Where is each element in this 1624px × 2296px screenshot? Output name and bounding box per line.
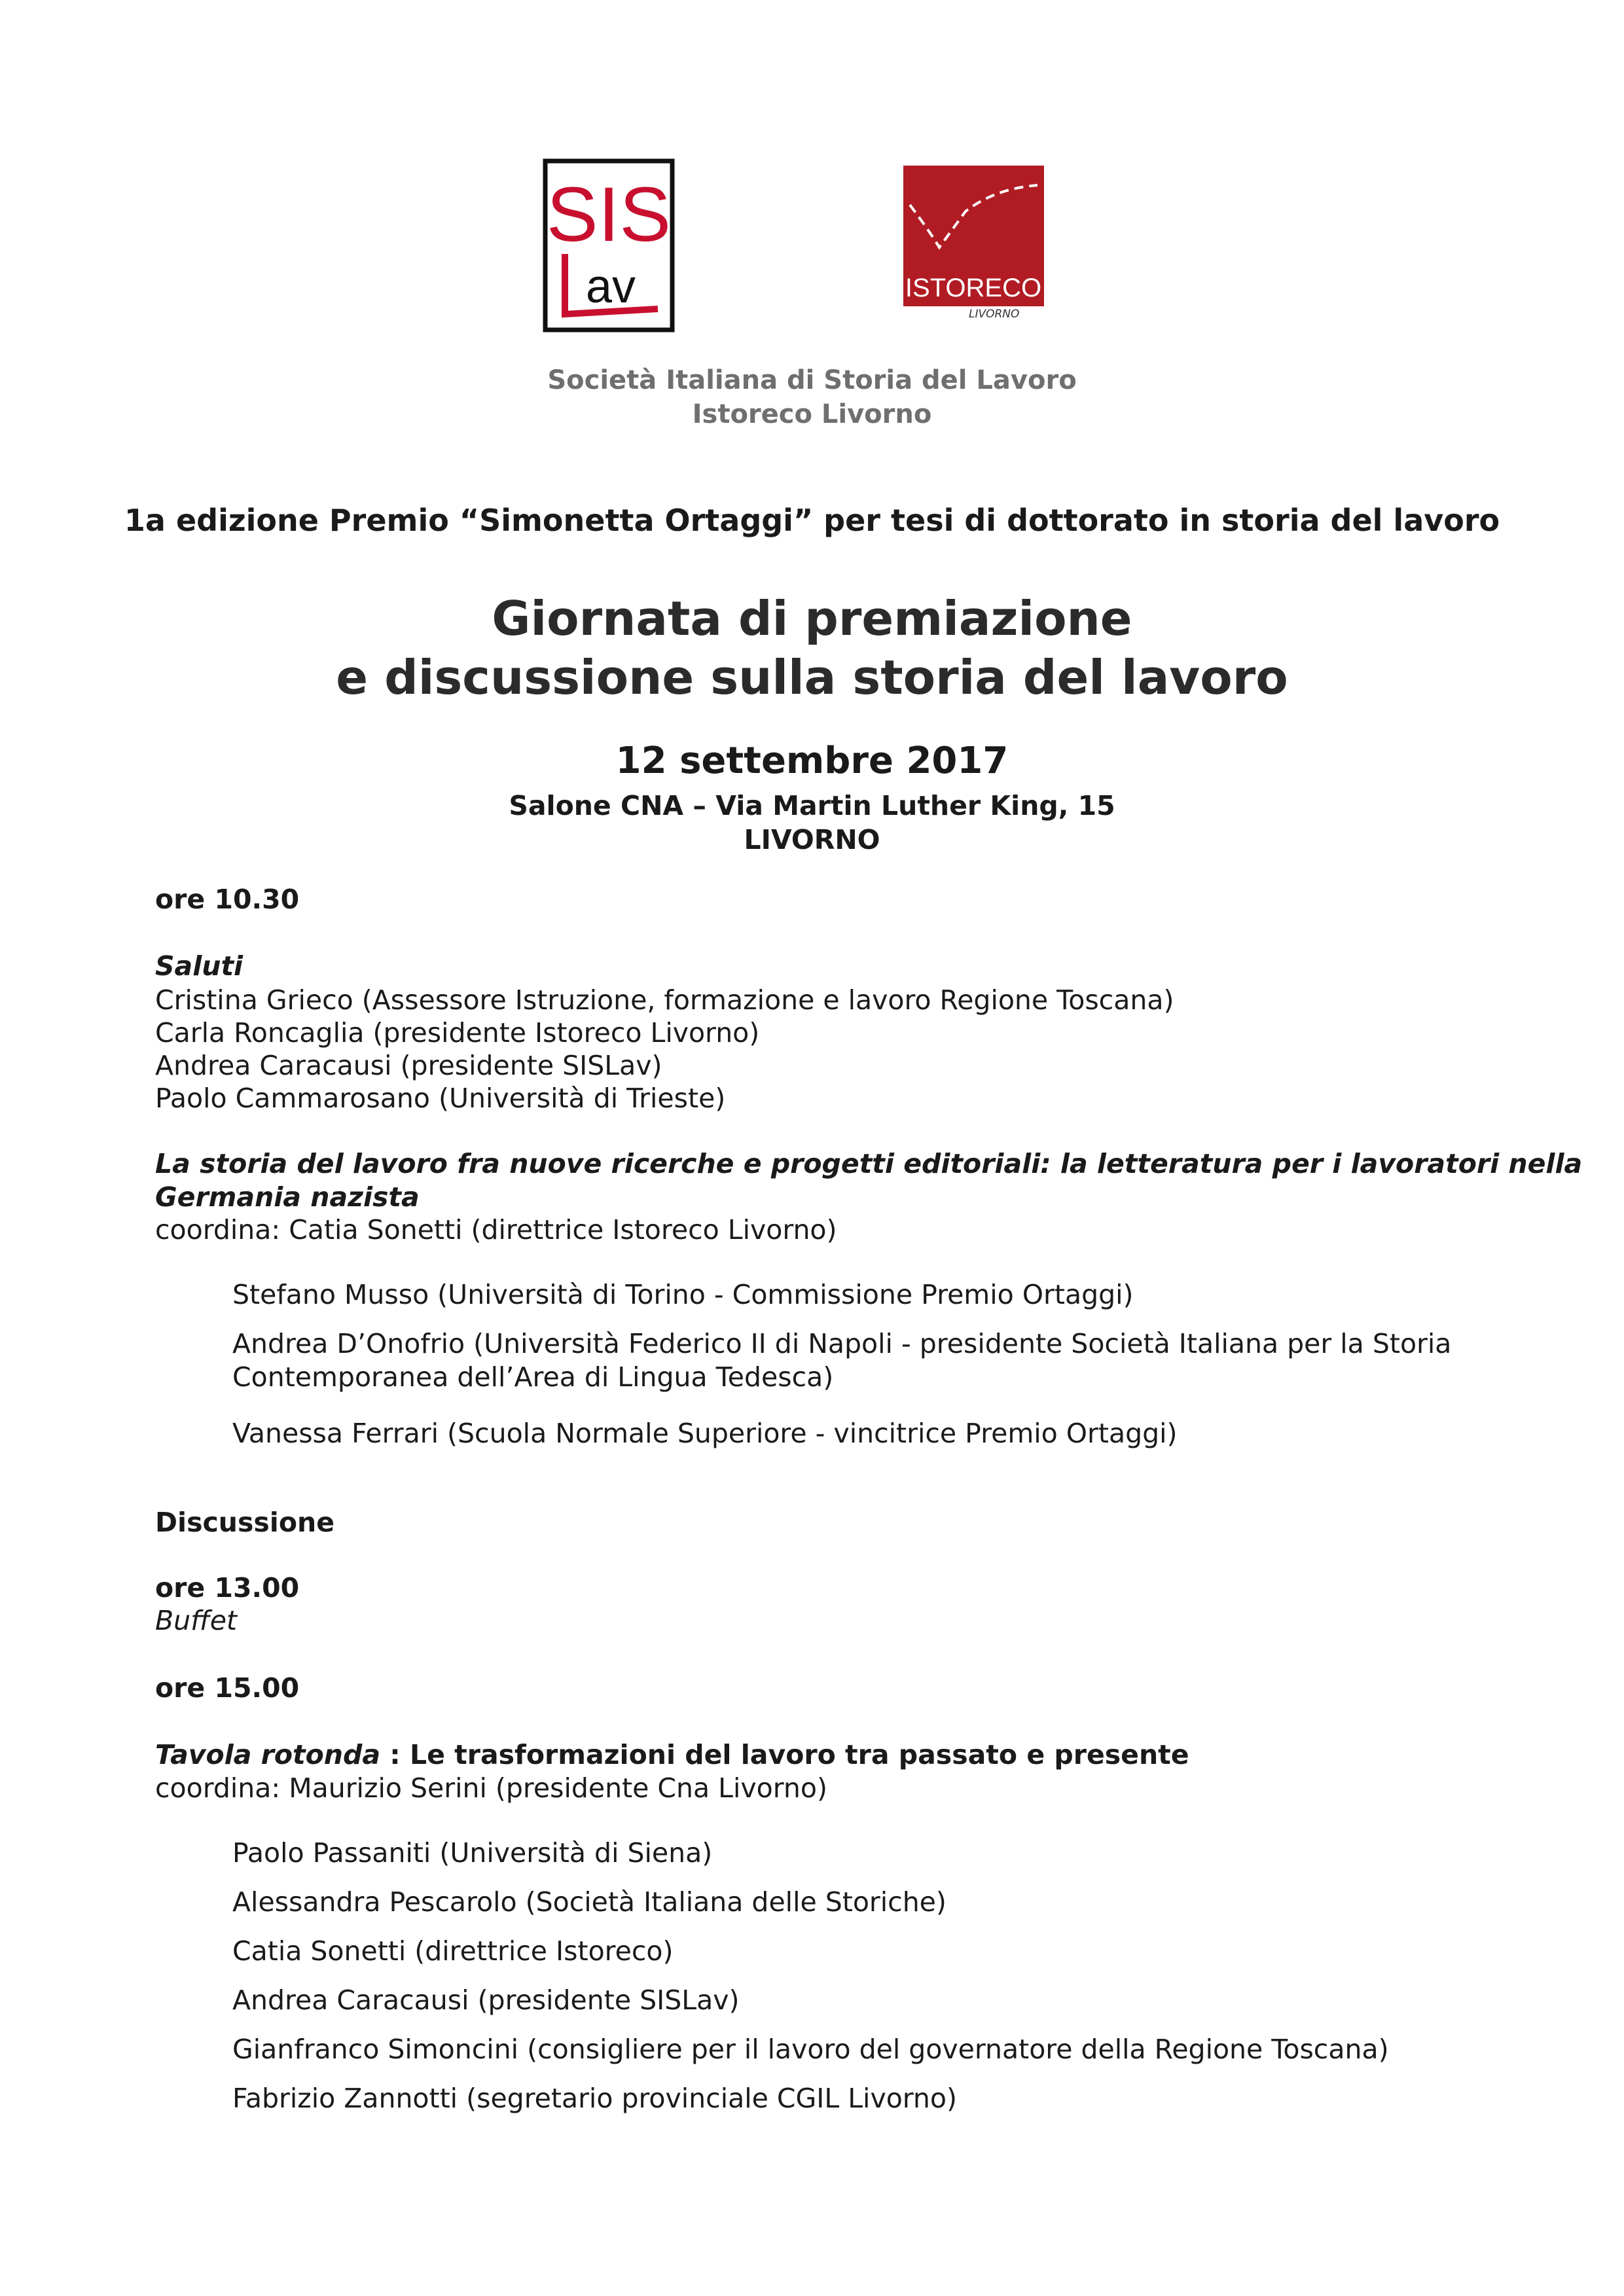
main-title-line1: Giornata di premiazione — [492, 591, 1132, 646]
session1-speaker: Vanessa Ferrari (Scuola Normale Superiore - vincitrice Premio Ortaggi) — [232, 1418, 1178, 1449]
tavola-speaker: Alessandra Pescarolo (Società Italiana delle Storiche) — [232, 1886, 947, 1918]
saluti-person: Paolo Cammarosano (Università di Trieste) — [155, 1083, 726, 1114]
session1-title-line1: La storia del lavoro fra nuove ricerche e progetti editoriali: la letteratura per i lavoratori nella — [155, 1148, 1583, 1179]
tavola-speaker: Fabrizio Zannotti (segretario provinciale CGIL Livorno) — [232, 2083, 957, 2114]
istoreco-logo-text: ISTORECO — [905, 274, 1042, 302]
venue-city: LIVORNO — [744, 824, 880, 855]
sislav-logo — [540, 157, 677, 334]
sislav-logo-av: av — [585, 260, 636, 313]
saluti-person: Cristina Grieco (Assessore Istruzione, formazione e lavoro Regione Toscana) — [155, 984, 1174, 1016]
sislav-logo-sis: SIS — [546, 171, 672, 258]
tavola-label: Tavola rotonda — [155, 1739, 381, 1770]
session1-speaker: Stefano Musso (Università di Torino - Commissione Premio Ortaggi) — [232, 1279, 1134, 1310]
tavola-coordina: coordina: Maurizio Serini (presidente Cna Livorno) — [155, 1772, 827, 1804]
istoreco-logo — [903, 166, 1044, 306]
istoreco-logo-subtitle: LIVORNO — [969, 308, 1020, 321]
lunch-time: ore 13.00 — [155, 1572, 300, 1604]
session1-speaker: Andrea D’Onofrio (Università Federico II di Napoli - presidente Società Italiana per la Storia — [232, 1328, 1452, 1359]
saluti-person: Andrea Caracausi (presidente SISLav) — [155, 1050, 662, 1081]
discussione: Discussione — [155, 1507, 335, 1538]
main-title-line2: e discussione sulla storia del lavoro — [336, 650, 1288, 705]
event-venue — [0, 789, 1624, 857]
session1-coordina: coordina: Catia Sonetti (direttrice Istoreco Livorno) — [155, 1214, 837, 1246]
venue-address: Salone CNA – Via Martin Luther King, 15 — [509, 790, 1115, 821]
org-header — [0, 363, 1624, 431]
session1-speaker-cont: Contemporanea dell’Area di Lingua Tedesca) — [232, 1361, 834, 1393]
session1-title-line2: Germania nazista — [155, 1181, 420, 1213]
org-name-istoreco: Istoreco Livorno — [692, 399, 932, 429]
tavola-speaker: Andrea Caracausi (presidente SISLav) — [232, 1984, 740, 2016]
tavola-speaker: Catia Sonetti (direttrice Istoreco) — [232, 1935, 674, 1967]
tavola-speaker: Gianfranco Simoncini (consigliere per il lavoro del governatore della Regione Toscana) — [232, 2034, 1389, 2065]
premio-line: 1a edizione Premio “Simonetta Ortaggi” per tesi di dottorato in storia del lavoro — [124, 503, 1500, 538]
org-name-sislav: Società Italiana di Storia del Lavoro — [547, 365, 1077, 395]
tavola-heading — [155, 1738, 1189, 1772]
buffet: Buffet — [155, 1605, 238, 1636]
main-title — [0, 589, 1624, 707]
saluti-person: Carla Roncaglia (presidente Istoreco Livorno) — [155, 1017, 760, 1049]
saluti-heading: Saluti — [155, 950, 244, 982]
tavola-speaker: Paolo Passaniti (Università di Siena) — [232, 1837, 713, 1869]
tavola-title: : Le trasformazioni del lavoro tra passato e presente — [380, 1739, 1189, 1770]
afternoon-time: ore 15.00 — [155, 1672, 300, 1704]
event-date: 12 settembre 2017 — [615, 740, 1009, 782]
morning-time: ore 10.30 — [155, 884, 300, 915]
